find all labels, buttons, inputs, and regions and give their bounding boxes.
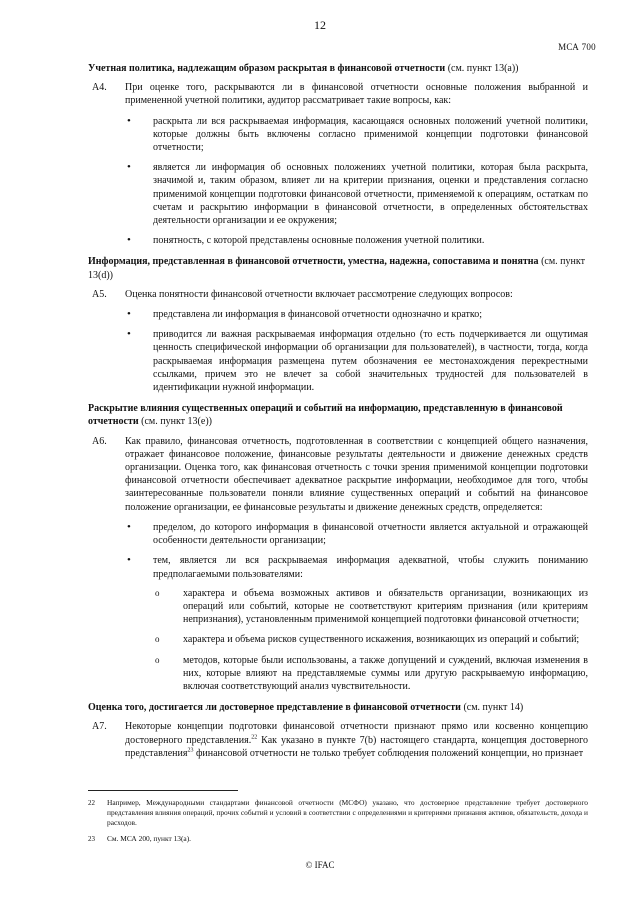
paragraph-number: A7.: [92, 721, 107, 733]
sub-list-item: o характера и объема рисков существенного искажения, возникающих из операций и событий;: [153, 633, 588, 646]
list-item: • раскрыта ли вся раскрываемая информация, касающаяся основных положений учетной политики, которые должны быть включены согласно применимой концепции подготовки финансовой отчетности;: [88, 115, 588, 155]
paragraph-number: A6.: [92, 435, 107, 447]
section-heading-fair-presentation: [88, 701, 588, 714]
heading-text: Раскрытие влияния существенных операций и событий на информацию, представленную в финансовой отчетности: [88, 403, 563, 428]
page-footer: © IFAC: [305, 860, 335, 870]
footnote-number: 22: [88, 799, 95, 807]
paragraph-a6: [88, 435, 588, 514]
paragraph-text: Оценка понятности финансовой отчетности включает рассмотрение следующих вопросов:: [125, 288, 513, 300]
footnote-text: Например, Международными стандартами финансовой отчетности (МСФО) указано, что достоверное представление требует достоверного представления влияния операций, прочих событий и условий в соответствии с определениями и критериями признания активов, обязательств, дохода и расходов.: [107, 798, 588, 827]
sub-list-item: o характера и объема возможных активов и обязательств организации, возникающих из операций или событий, которые не соответствуют критериям признания (или критериям непризнания), установленным применимой концепцией подготовки финансовой отчетности;: [153, 587, 588, 627]
footnotes: [88, 798, 588, 850]
list-item: • является ли информация об основных положениях учетной политики, которая была раскрыта, значимой и, таким образом, влияет ли на критерии признания, оценки и представления согласно применимой концепции подготовки финансовой отчетности, применяемой к операциям, остаткам по счетам и раскрытию информации в финансовой отчетности, в определенных обстоятельствах деятельности организации и ее окружения;: [88, 161, 588, 227]
section-heading-policy: [88, 62, 588, 75]
list-item: [88, 554, 588, 693]
bullet-list-a5: [88, 308, 588, 394]
bullet-list-a6: [88, 521, 588, 693]
heading-reference: (см. пункт 14): [460, 702, 524, 714]
paragraph-a7: [88, 720, 588, 760]
heading-reference: (см. пункт 13(a)): [445, 63, 519, 74]
page-body: [88, 62, 588, 767]
list-item: • понятность, с которой представлены основные положения учетной политики.: [88, 234, 588, 247]
standard-label: МСА 700: [558, 42, 596, 52]
page-number: 12: [314, 18, 326, 32]
heading-text: Информация, представленная в финансовой отчетности, уместна, надежна, сопоставима и понятна: [88, 256, 539, 268]
text-part: финансовой отчетности не только требует соблюдения положений концепции, но признает: [193, 747, 584, 759]
footnote-23: [88, 834, 588, 844]
paragraph-a5: [88, 288, 588, 301]
heading-text: Учетная политика, надлежащим образом раскрытая в финансовой отчетности: [88, 63, 446, 74]
section-heading-understandability: [88, 255, 588, 281]
footnote-divider: [88, 790, 238, 791]
paragraph-text: Как правило, финансовая отчетность, подготовленная в соответствии с концепцией общего назначения, отражает финансовое положение, финансовые результаты деятельности и движение денежных средств организации. Оценка того, как финансовая отчетность с точки зрения применимой концепции подготовки финансовой отчетности обеспечивает адекватное раскрытие информации, необходимое для того, чтобы заинтересованные пользователи поняли влияние существенных операций и событий на финансовое положение организации, ее финансовые результаты и движение денежных средств, определяется:: [125, 435, 588, 513]
list-item: • представлена ли информация в финансовой отчетности однозначно и кратко;: [88, 308, 588, 321]
text-part: Некоторые концепции подготовки финансовой отчетности признают прямо или косвенно концепцию достоверного представления.: [125, 721, 588, 746]
paragraph-text: При оценке того, раскрываются ли в финансовой отчетности основные положения выбранной и примененной учетной политики, аудитор рассматривает такие вопросы, как:: [125, 82, 588, 107]
bullet-list-a4: [88, 115, 588, 248]
section-heading-disclosure: [88, 402, 588, 428]
heading-reference: (см. пункт 13(e)): [138, 416, 212, 428]
paragraph-number: A5.: [92, 288, 107, 300]
footnote-ref-23[interactable]: 23: [187, 747, 194, 754]
footnote-text: См. МСА 200, пункт 13(a).: [107, 834, 192, 843]
list-item: • приводится ли важная раскрываемая информация отдельно (то есть подчеркивается ли ощутимая ценность специфической информации об организации для пользователей), в частности, тогда, когда раскрываемая информация размещена путем обозначения ее местонахождения перекрестными ссылками, причем это не влечет за собой значительных трудностей для пользователей в идентификации нужной информации.: [88, 328, 588, 394]
paragraph-number: A4.: [92, 82, 107, 94]
heading-text: Оценка того, достигается ли достоверное представление в финансовой отчетности: [88, 702, 461, 714]
list-item: • пределом, до которого информация в финансовой отчетности является актуальной и отражающей особенности деятельности организации;: [88, 521, 588, 547]
paragraph-a4: [88, 81, 588, 107]
sub-list-item: o методов, которые были использованы, а также допущений и суждений, включая изменения в них, которые влияют на представляемые суммы или другую раскрываемую информацию, включая соответствующий анализ чувствительности.: [153, 654, 588, 694]
paragraph-text: [125, 721, 588, 758]
footnote-ref-22[interactable]: 22: [251, 734, 258, 741]
heading-reference: (см. пункт 13(d)): [88, 256, 585, 281]
sub-bullet-list: [153, 587, 588, 693]
list-item-text: тем, является ли вся раскрываемая информация адекватной, чтобы служить пониманию предполагаемыми пользователями:: [153, 555, 588, 580]
footnote-22: [88, 798, 588, 828]
footnote-number: 23: [88, 835, 95, 843]
text-part: Как указано в пункте 7(b) настоящего стандарта, концепция достоверного представления: [125, 734, 588, 759]
